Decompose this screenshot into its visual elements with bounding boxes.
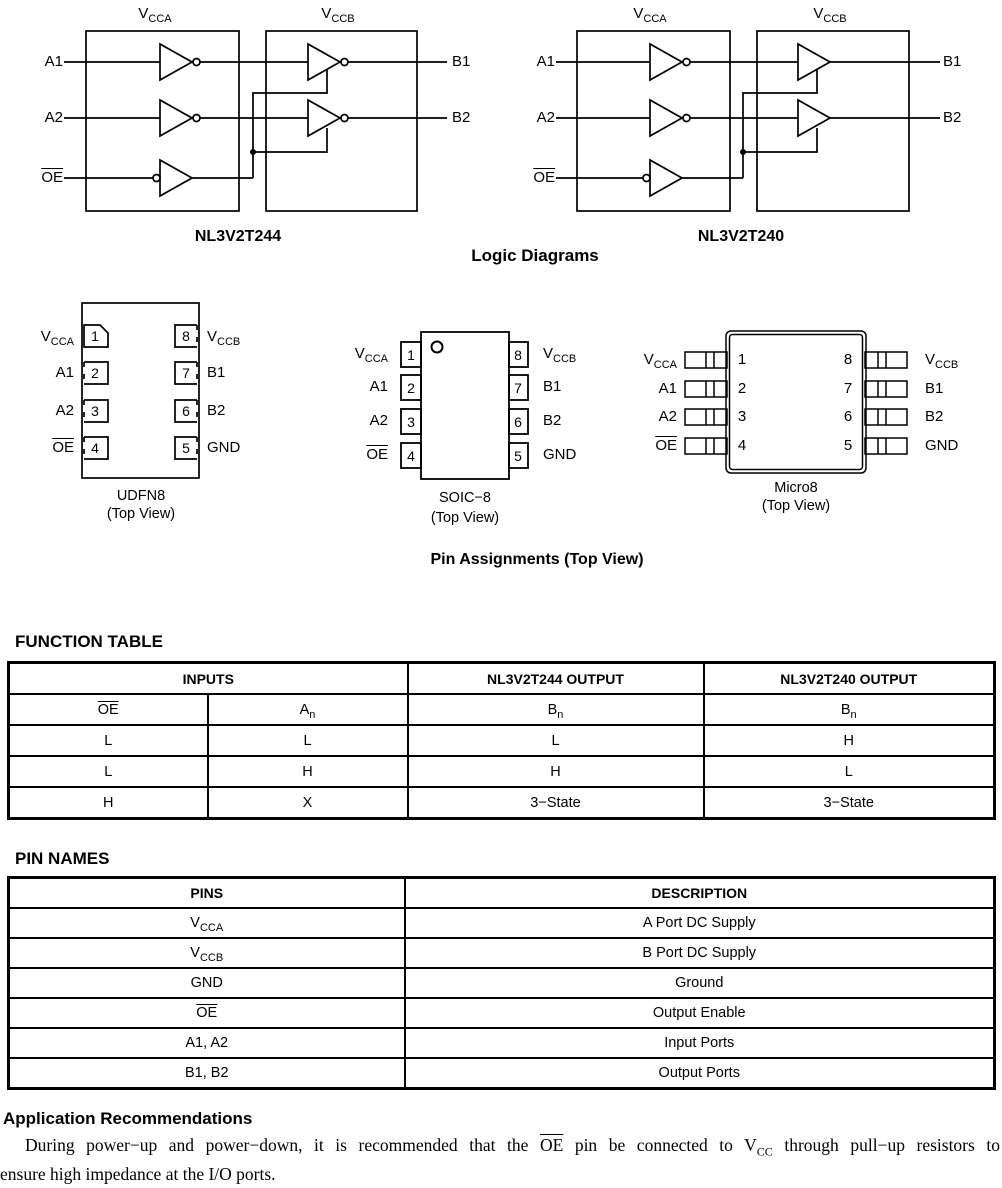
signal-an: $A_n$ <box>208 694 408 725</box>
soic8-pin-number-4: 4 <box>407 448 415 464</box>
package-udfn8 <box>30 298 310 530</box>
cell: L <box>9 756 208 787</box>
micro8-pin-number-5: 5 <box>843 437 853 454</box>
pin-names-row-gnd <box>9 968 995 998</box>
micro8-caption-view: (Top View) <box>761 498 831 514</box>
application-recommendations-paragraph <box>0 1131 1000 1188</box>
cell: H <box>9 787 208 819</box>
soic8-caption-name: SOIC−8 <box>439 490 491 506</box>
desc-cell: Ground <box>405 968 995 998</box>
micro8-pin-label-oe: $\overline{OE}$ <box>655 437 677 454</box>
soic8-pin-number-6: 6 <box>514 414 522 430</box>
micro8-caption-name: Micro8 <box>774 480 818 496</box>
header-inputs: INPUTS <box>9 663 408 695</box>
vcca-label-244: $V_{CCA}$ <box>138 5 172 25</box>
desc-cell: Input Ports <box>405 1028 995 1058</box>
output-label-b2-244: B2 <box>452 109 471 126</box>
pin-cell: $V_{CCA}$ <box>9 908 405 938</box>
cell: L <box>704 756 995 787</box>
logic-diagram-nl3v2t244 <box>0 0 500 250</box>
pin-names-row-a1a2 <box>9 1028 995 1058</box>
input-label-oe-240: $\overline{OE}$ <box>533 169 555 186</box>
udfn8-pin-label-vccb: $V_{CCB}$ <box>207 328 241 348</box>
package-soic8 <box>330 300 650 535</box>
pin-cell: GND <box>9 968 405 998</box>
udfn8-pin-number-7: 7 <box>182 365 190 381</box>
udfn8-pin-label-gnd: GND <box>207 439 241 456</box>
junction-dot <box>250 149 256 155</box>
udfn8-pin-number-8: 8 <box>182 328 190 344</box>
application-paragraph-line2: ensure high impedance at the I/O ports. <box>0 1164 276 1184</box>
desc-cell: A Port DC Supply <box>405 908 995 938</box>
pin-names-table <box>7 876 996 1090</box>
pin-assignments-caption: Pin Assignments (Top View) <box>430 551 644 568</box>
pin-names-header-row <box>9 878 995 909</box>
input-label-a1-244: A1 <box>44 53 63 70</box>
cell: L <box>9 725 208 756</box>
function-table-row-1 <box>9 725 995 756</box>
function-table-row-3 <box>9 787 995 819</box>
application-recommendations-heading: Application Recommendations <box>3 1109 253 1128</box>
junction-dot <box>740 149 746 155</box>
pin-names-row-b1b2 <box>9 1058 995 1089</box>
application-paragraph-line1: During power−up and power−down, it is recommended that the $\overline{OE}$ pin be connected to $V_{CC}$ through pull−up resistors to <box>25 1135 1000 1159</box>
udfn8-caption-view: (Top View) <box>106 506 176 522</box>
header-nl3v2t244-output: NL3V2T244 OUTPUT <box>408 663 704 695</box>
function-table-heading: FUNCTION TABLE <box>15 632 163 651</box>
nl3v2t240-wires-and-gates <box>556 31 940 211</box>
pin-cell: A1, A2 <box>9 1028 405 1058</box>
udfn8-pin-number-5: 5 <box>182 440 190 456</box>
output-label-b1-240: B1 <box>943 53 962 70</box>
output-label-b2-240: B2 <box>943 109 962 126</box>
udfn8-pin-number-2: 2 <box>91 365 99 381</box>
micro8-pin-label-a1: A1 <box>658 380 677 397</box>
input-label-a2-240: A2 <box>536 109 555 126</box>
udfn8-pin-label-b2: B2 <box>207 402 226 419</box>
soic8-pin-number-2: 2 <box>407 380 415 396</box>
cell: 3−State <box>408 787 704 819</box>
pin-names-row-vcca <box>9 908 995 938</box>
logic-diagrams-caption: Logic Diagrams <box>471 246 599 265</box>
header-pins: PINS <box>9 878 405 909</box>
micro8-pin-number-8: 8 <box>843 351 853 368</box>
function-table <box>7 661 996 820</box>
pin-cell: $V_{CCB}$ <box>9 938 405 968</box>
function-table-row-2 <box>9 756 995 787</box>
signal-oe: $\overline{OE}$ <box>9 694 208 725</box>
soic8-pin-label-vcca: $V_{CCA}$ <box>354 345 388 365</box>
input-label-a2-244: A2 <box>44 109 63 126</box>
pin-names-heading: PIN NAMES <box>15 849 110 868</box>
cell: H <box>704 725 995 756</box>
micro8-pin-label-a2: A2 <box>658 408 677 425</box>
udfn8-pin-label-a1: A1 <box>55 364 74 381</box>
soic8-pin-label-a2: A2 <box>369 412 388 429</box>
nl3v2t240-schematic <box>490 0 1002 250</box>
function-table-signal-row <box>9 694 995 725</box>
micro8-pin-label-b1: B1 <box>925 380 944 397</box>
soic8-pin-label-b1: B1 <box>543 378 562 395</box>
soic8-caption-view: (Top View) <box>430 510 500 526</box>
nl3v2t244-schematic <box>0 0 500 250</box>
micro8-pin-number-4: 4 <box>737 437 747 454</box>
micro8-pin-number-7: 7 <box>843 380 853 397</box>
header-nl3v2t240-output: NL3V2T240 OUTPUT <box>704 663 995 695</box>
soic8-pin-number-8: 8 <box>514 347 522 363</box>
soic8-pin-number-7: 7 <box>514 380 522 396</box>
micro8-body-and-leads <box>685 331 907 473</box>
udfn8-pin-label-vcca: $V_{CCA}$ <box>40 328 74 348</box>
micro8-pin-label-b2: B2 <box>925 408 944 425</box>
micro8-pin-label-vcca: $V_{CCA}$ <box>643 351 677 371</box>
pin-names-row-vccb <box>9 938 995 968</box>
soic8-pin-number-3: 3 <box>407 414 415 430</box>
cell: 3−State <box>704 787 995 819</box>
udfn8-pin-number-1: 1 <box>91 328 99 344</box>
udfn8-pin-label-oe: $\overline{OE}$ <box>52 439 74 456</box>
cell: L <box>408 725 704 756</box>
soic8-pin-label-oe: $\overline{OE}$ <box>366 446 388 463</box>
cell: H <box>208 756 408 787</box>
cell: X <box>208 787 408 819</box>
vccb-label-240: $V_{CCB}$ <box>813 5 847 25</box>
udfn8-pin-number-3: 3 <box>91 403 99 419</box>
cell: L <box>208 725 408 756</box>
soic8-pin-label-a1: A1 <box>369 378 388 395</box>
soic8-pin-label-b2: B2 <box>543 412 562 429</box>
function-table-header-row <box>9 663 995 695</box>
soic8-pin-number-5: 5 <box>514 448 522 464</box>
pin-names-row-oe <box>9 998 995 1028</box>
vcca-label-240: $V_{CCA}$ <box>633 5 667 25</box>
soic8-pin-number-1: 1 <box>407 347 415 363</box>
micro8-pin-number-1: 1 <box>737 351 747 368</box>
vccb-label-244: $V_{CCB}$ <box>321 5 355 25</box>
signal-bn-244: $B_n$ <box>408 694 704 725</box>
udfn8-pin-label-a2: A2 <box>55 402 74 419</box>
soic8-pin-label-gnd: GND <box>543 446 577 463</box>
input-label-oe-244: $\overline{OE}$ <box>41 169 63 186</box>
udfn8-pin-label-b1: B1 <box>207 364 226 381</box>
package-micro8 <box>630 300 1002 520</box>
output-label-b1-244: B1 <box>452 53 471 70</box>
cell: H <box>408 756 704 787</box>
pin1-indicator-dot <box>432 342 443 353</box>
nl3v2t244-wires-and-gates <box>64 31 447 211</box>
udfn8-pin-number-6: 6 <box>182 403 190 419</box>
micro8-pin-number-3: 3 <box>737 408 747 425</box>
header-description: DESCRIPTION <box>405 878 995 909</box>
micro8-pin-number-2: 2 <box>737 380 747 397</box>
input-label-a1-240: A1 <box>536 53 555 70</box>
diagram-title-nl3v2t240: NL3V2T240 <box>697 228 785 245</box>
micro8-pin-label-gnd: GND <box>925 437 959 454</box>
desc-cell: Output Ports <box>405 1058 995 1089</box>
soic8-body-and-leads <box>401 332 528 479</box>
micro8-pin-label-vccb: $V_{CCB}$ <box>925 351 959 371</box>
logic-diagram-nl3v2t240 <box>490 0 1002 250</box>
micro8-pin-number-6: 6 <box>843 408 853 425</box>
udfn8-caption-name: UDFN8 <box>116 488 166 504</box>
signal-bn-240: $B_n$ <box>704 694 995 725</box>
pin-cell: $\overline{OE}$ <box>9 998 405 1028</box>
desc-cell: B Port DC Supply <box>405 938 995 968</box>
soic8-pin-label-vccb: $V_{CCB}$ <box>543 345 577 365</box>
desc-cell: Output Enable <box>405 998 995 1028</box>
pin-cell: B1, B2 <box>9 1058 405 1089</box>
udfn8-pin-number-4: 4 <box>91 440 99 456</box>
diagram-title-nl3v2t244: NL3V2T244 <box>194 228 282 245</box>
